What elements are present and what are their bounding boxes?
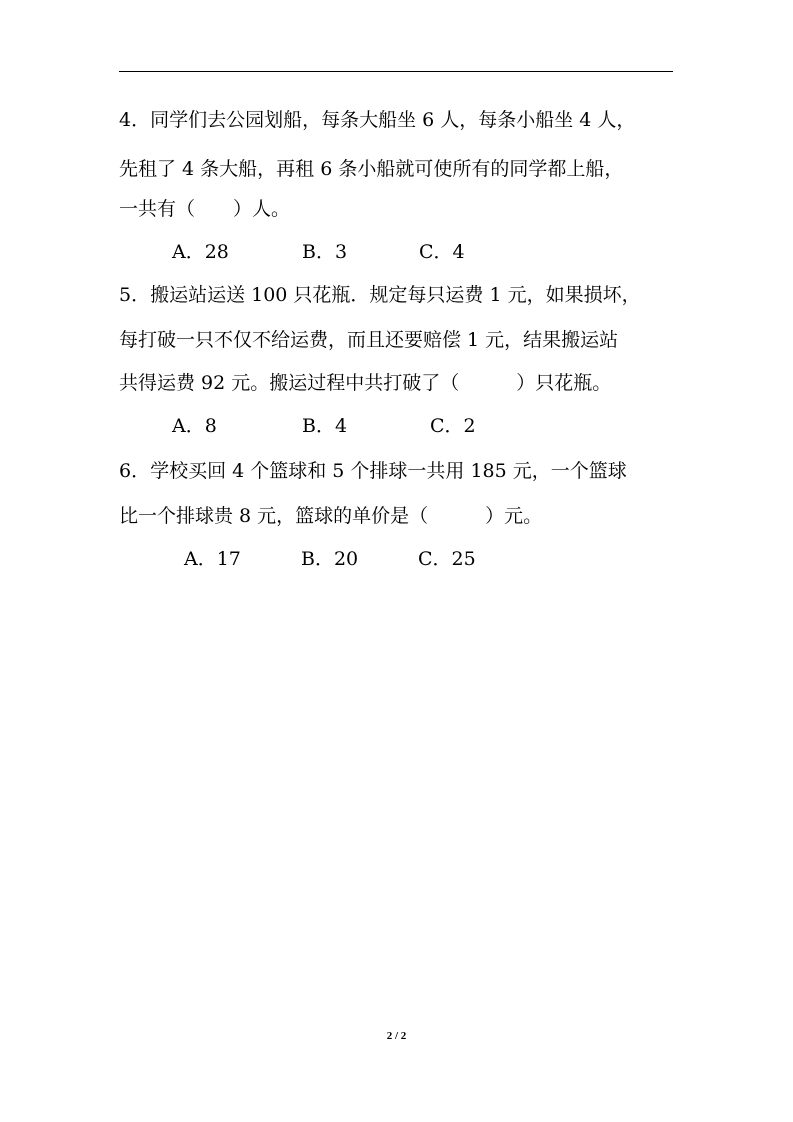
- option-c: C．2: [430, 415, 476, 437]
- question-5-line-3: 共得运费 92 元。搬运过程中共打破了（ ）只花瓶。: [119, 372, 612, 394]
- question-5-line-2: 每打破一只不仅不给运费，而且还要赔偿 1 元，结果搬运站: [119, 329, 619, 351]
- option-b: B．4: [302, 415, 348, 437]
- option-a: A．8: [172, 415, 217, 437]
- question-4-line-3: 一共有（ ）人。: [119, 198, 291, 220]
- question-6-line-2: 比一个排球贵 8 元，篮球的单价是（ ）元。: [119, 505, 543, 527]
- option-a: A．28: [172, 241, 229, 263]
- option-a: A．17: [184, 548, 241, 570]
- question-5-line-1: 5．搬运站运送 100 只花瓶．规定每只运费 1 元，如果损坏，: [119, 284, 641, 306]
- option-b: B．20: [301, 548, 359, 570]
- question-4-line-2: 先租了 4 条大船，再租 6 条小船就可使所有的同学都上船，: [119, 158, 624, 180]
- header-rule: [119, 71, 673, 72]
- page-number: 2 / 2: [386, 1030, 407, 1042]
- question-4-line-1: 4．同学们去公园划船，每条大船坐 6 人，每条小船坐 4 人，: [119, 109, 636, 131]
- option-c: C．4: [419, 241, 465, 263]
- option-c: C．25: [418, 548, 476, 570]
- question-6-line-1: 6．学校买回 4 个篮球和 5 个排球一共用 185 元，一个篮球: [119, 460, 627, 482]
- option-b: B．3: [302, 241, 348, 263]
